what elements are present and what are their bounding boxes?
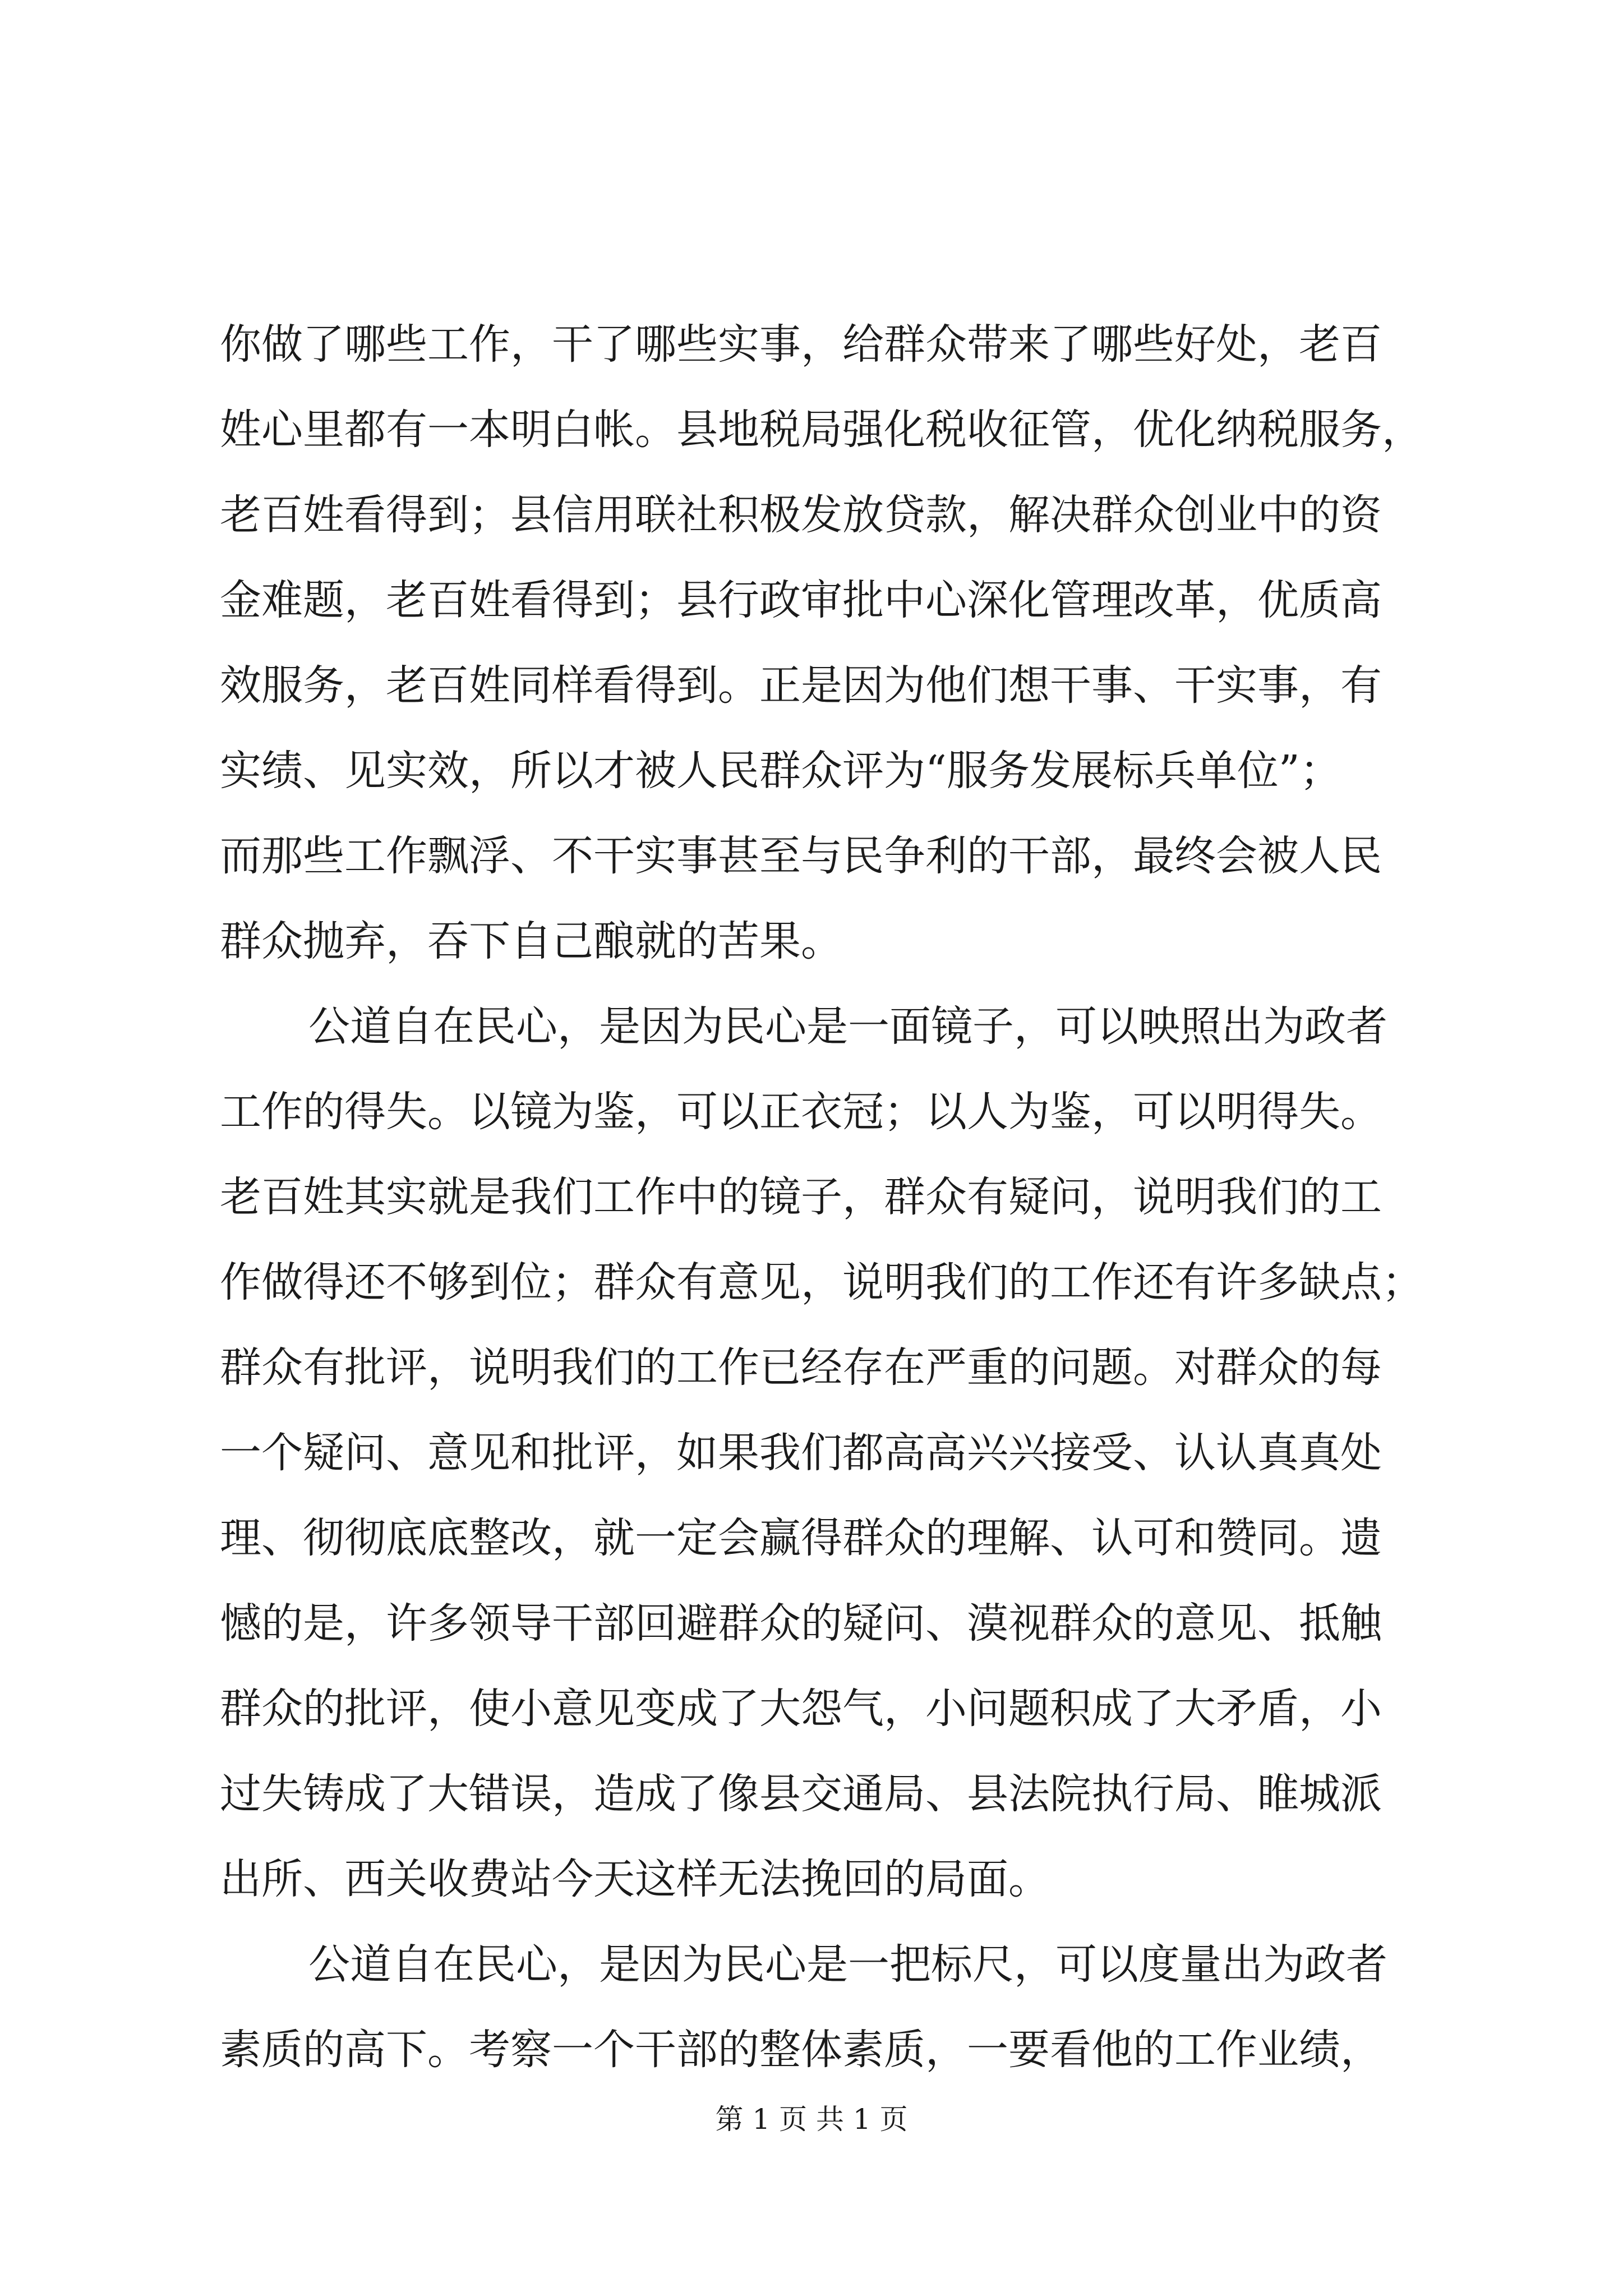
text-line: 群众有批评，说明我们的工作已经存在严重的问题。对群众的每 <box>220 1343 1382 1392</box>
text-line: 理、彻彻底底整改，就一定会赢得群众的理解、认可和赞同。遗 <box>220 1514 1382 1562</box>
text-line: 工作的得失。以镜为鉴，可以正衣冠；以人为鉴，可以明得失。 <box>220 1088 1382 1136</box>
text-line: 群众抛弃，吞下自己酿就的苦果。 <box>220 917 842 965</box>
text-line: 一个疑问、意见和批评，如果我们都高高兴兴接受、认认真真处 <box>220 1429 1382 1477</box>
text-line: 姓心里都有一本明白帐。县地税局强化税收征管，优化纳税服务， <box>220 406 1423 454</box>
page-number-footer: 第 1 页 共 1 页 <box>715 2103 908 2136</box>
text-line: 实绩、见实效，所以才被人民群众评为“服务发展标兵单位”； <box>220 747 1341 795</box>
paragraph-first-line: 公道自在民心，是因为民心是一面镜子，可以映照出为政者 <box>308 1002 1387 1051</box>
text-line: 你做了哪些工作，干了哪些实事，给群众带来了哪些好处，老百 <box>220 320 1382 369</box>
text-line: 过失铸成了大错误，造成了像县交通局、县法院执行局、睢城派 <box>220 1770 1382 1818</box>
text-line: 效服务，老百姓同样看得到。正是因为他们想干事、干实事，有 <box>220 661 1382 710</box>
document-body <box>220 302 1423 2092</box>
text-line: 憾的是，许多领导干部回避群众的疑问、漠视群众的意见、抵触 <box>220 1599 1382 1648</box>
text-line: 金难题，老百姓看得到；县行政审批中心深化管理改革，优质高 <box>220 576 1382 624</box>
text-line: 作做得还不够到位；群众有意见，说明我们的工作还有许多缺点； <box>220 1258 1423 1306</box>
paragraph-first-line: 公道自在民心，是因为民心是一把标尺，可以度量出为政者 <box>308 1940 1387 1989</box>
text-line: 素质的高下。考察一个干部的整体素质，一要看他的工作业绩， <box>220 2026 1382 2074</box>
text-line: 而那些工作飘浮、不干实事甚至与民争利的干部，最终会被人民 <box>220 832 1382 880</box>
text-line: 群众的批评，使小意见变成了大怨气，小问题积成了大矛盾，小 <box>220 1685 1382 1733</box>
text-line: 老百姓看得到；县信用联社积极发放贷款，解决群众创业中的资 <box>220 491 1382 539</box>
text-line: 出所、西关收费站今天这样无法挽回的局面。 <box>220 1855 1050 1903</box>
text-line: 老百姓其实就是我们工作中的镜子，群众有疑问，说明我们的工 <box>220 1173 1382 1221</box>
